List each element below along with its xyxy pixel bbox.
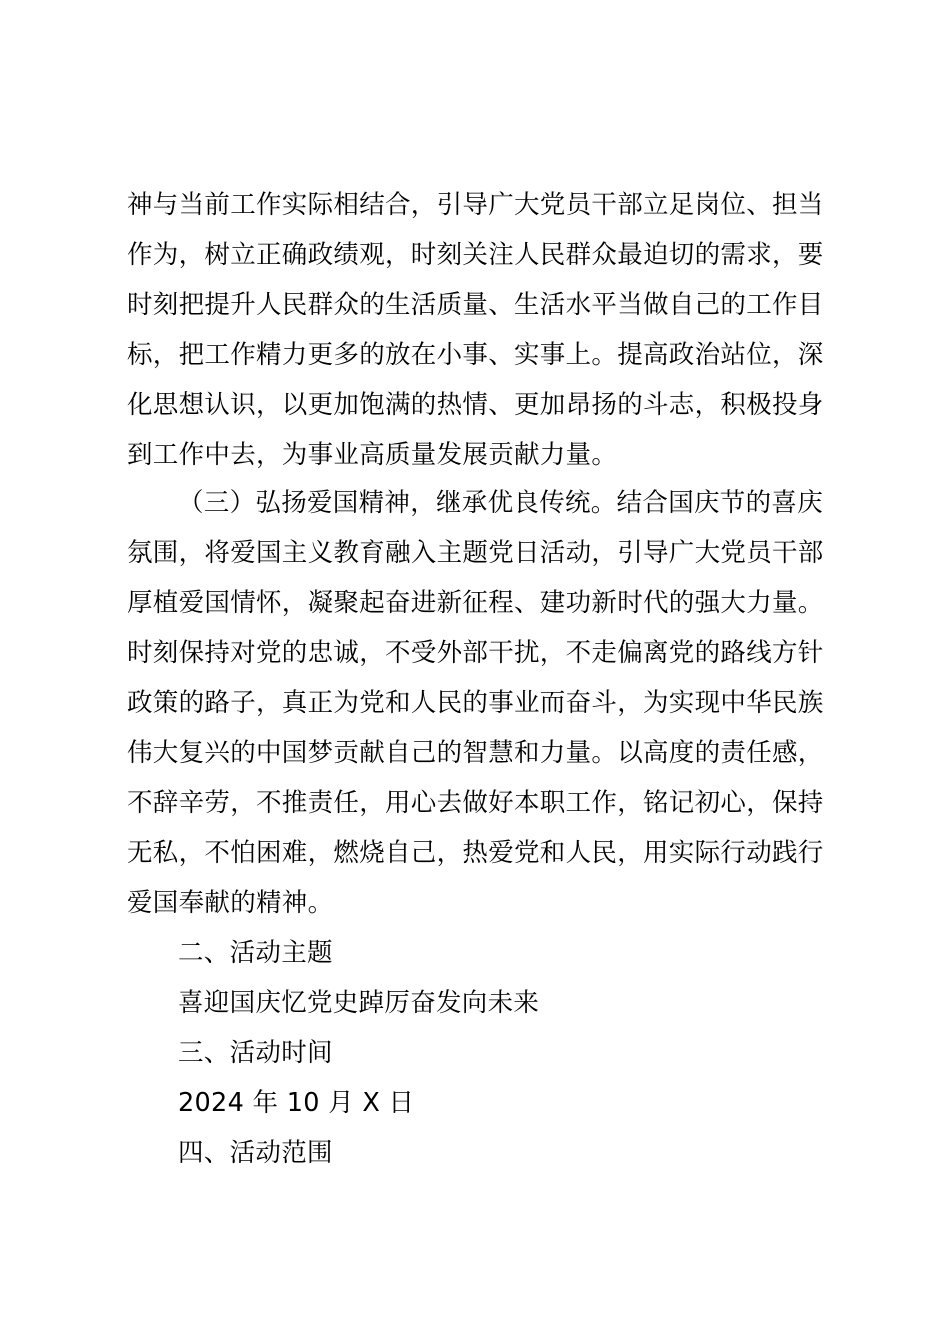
- paragraph-line: 爱国奉献的精神。: [127, 888, 334, 918]
- paragraph-line: 神与当前工作实际相结合，引导广大党员干部立足岗位、担当: [127, 190, 824, 220]
- paragraph-line: 氛围，将爱国主义教育融入主题党日活动，引导广大党员干部: [127, 538, 824, 568]
- section-heading: 二、活动主题: [178, 938, 333, 968]
- paragraph-line: 化思想认识，以更加饱满的热情、更加昂扬的斗志，积极投身: [127, 390, 824, 420]
- paragraph-line: 无私，不怕困难，燃烧自己，热爱党和人民，用实际行动践行: [127, 838, 824, 868]
- paragraph-line: 时刻保持对党的忠诚，不受外部干扰，不走偏离党的路线方针: [127, 638, 824, 668]
- paragraph-line: 政策的路子，真正为党和人民的事业而奋斗，为实现中华民族: [127, 688, 824, 718]
- document-body: [127, 478, 837, 1178]
- paragraph-line: 不辞辛劳，不推责任，用心去做好本职工作，铭记初心，保持: [127, 788, 824, 818]
- paragraph-line: 作为，树立正确政绩观，时刻关注人民群众最迫切的需求，要: [127, 240, 824, 270]
- section-heading: 三、活动时间: [178, 1038, 333, 1068]
- section-heading: 四、活动范围: [178, 1138, 333, 1168]
- paragraph-line: 到工作中去，为事业高质量发展贡献力量。: [127, 440, 618, 470]
- paragraph-line: （三）弘扬爱国精神，继承优良传统。结合国庆节的喜庆: [178, 488, 824, 518]
- paragraph-line: 伟大复兴的中国梦贡献自己的智慧和力量。以高度的责任感，: [127, 738, 824, 768]
- paragraph-line: 厚植爱国情怀，凝聚起奋进新征程、建功新时代的强大力量。: [127, 588, 824, 618]
- paragraph-line: 标，把工作精力更多的放在小事、实事上。提高政治站位，深: [127, 340, 824, 370]
- paragraph-line: 时刻把提升人民群众的生活质量、生活水平当做自己的工作目: [127, 290, 824, 320]
- paragraph-continuation: [127, 180, 837, 480]
- section-content: 2024 年 10 月 X 日: [178, 1088, 415, 1118]
- section-content: 喜迎国庆忆党史踔厉奋发向未来: [178, 988, 540, 1018]
